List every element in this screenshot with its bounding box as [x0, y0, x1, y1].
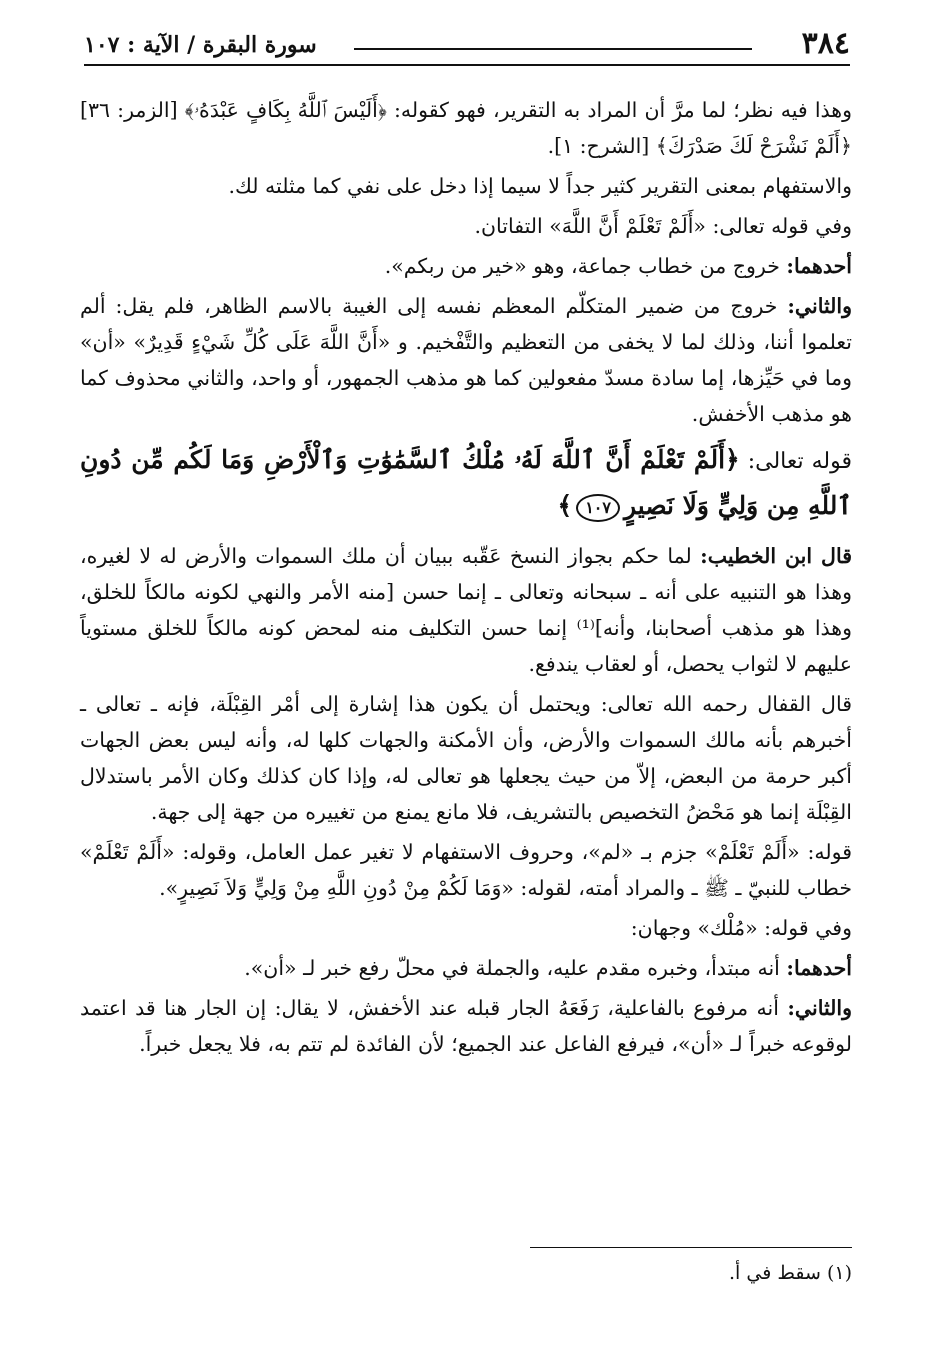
quran-verse-block	[80, 438, 852, 528]
paragraph	[80, 92, 852, 164]
page-number: ٣٨٤	[801, 26, 850, 61]
paragraph-text: خروج من خطاب جماعة، وهو «خير من ربكم».	[384, 254, 787, 278]
quran-verse-text: ﴿أَلَمْ تَعْلَمْ أَنَّ ٱللَّهَ لَهُۥ مُلْكُ ٱلسَّمَٰوَٰتِ وَٱلْأَرْضِ وَمَا لَكُم مِّن دُونِ ٱللَّهِ مِن وَلِيٍّ وَلَا نَصِيرٍ	[80, 445, 852, 520]
paragraph	[80, 990, 852, 1062]
paragraph	[80, 950, 852, 986]
page-header	[84, 24, 850, 66]
paragraph-lead: قال ابن الخطيب:	[700, 544, 852, 568]
footnote-divider	[530, 1247, 852, 1248]
paragraph	[80, 538, 852, 682]
paragraph-text: وفي قوله: «مُلْك» وجهان:	[630, 916, 852, 940]
paragraph-lead: والثاني:	[787, 996, 852, 1020]
paragraph-text: لما حكم بجواز النسخ عَقّبه ببيان أن ملك السموات والأرض له لا لغيره، وهذا هو التنبيه على أنه ـ سبحانه وتعالى ـ إنما حسن [منه الأمر والنهي لكونه مالكاً للخلق، وهذا هو مذهب أصحابنا، وأنه]⁽¹⁾ إنما حسن التكليف منه لمحض كونه مالكاً للخلق مستوياً عليهم لا لثواب يحصل، أو لعقاب يندفع.	[80, 544, 852, 676]
header-divider	[354, 48, 752, 50]
paragraph	[80, 168, 852, 204]
paragraph	[80, 288, 852, 432]
paragraph-lead: أحدهما:	[786, 956, 852, 980]
paragraph-text: والاستفهام بمعنى التقرير كثير جداً لا سيما إذا دخل على نفي كما مثلته لك.	[228, 174, 852, 198]
paragraph	[80, 834, 852, 906]
page-body	[80, 92, 852, 1066]
paragraph	[80, 686, 852, 830]
footnote: (١) سقط في أ.	[729, 1262, 852, 1284]
paragraph-text: وفي قوله تعالى: «أَلَمْ تَعْلَمْ أَنَّ اللَّهَ» التفاتان.	[474, 214, 852, 238]
paragraph-text: أنه مبتدأ، وخبره مقدم عليه، والجملة في محلّ رفع خبر لـ «أن».	[244, 956, 787, 980]
paragraph	[80, 910, 852, 946]
paragraph-text: قال القفال رحمه الله تعالى: ويحتمل أن يكون هذا إشارة إلى أمْر القِبْلَة، فإنه ـ تعالى ـ أخبرهم بأنه مالك السموات والأرض، وأن الأمكنة والجهات كلها له، وأنه ليس بعض الجهات أكبر حرمة من البعض، إلاّ من حيث يجعلها هو تعالى له، وإذا كان كذلك وكان الأمر باستدلال القِبْلَة إنما هو مَحْضُ التخصيص بالتشريف، فلا مانع يمنع من تغييره من جهة إلى جهة.	[80, 692, 852, 824]
paragraph	[80, 248, 852, 284]
paragraph-text: خروج من ضمير المتكلّم المعظم نفسه إلى الغيبة بالاسم الظاهر، فلم يقل: ألم تعلموا أننا، وذلك لما لا يخفى من التعظيم والتَّفْخيم. و «أَنَّ اللَّهَ عَلَى كُلِّ شَيْءٍ قَدِيرٌ» «أن» وما في حَيِّزها، إما سادة مسدّ مفعولين كما هو مذهب الجمهور، أو واحد، والثاني محذوف كما هو مذهب الأخفش.	[80, 294, 852, 426]
paragraph-text: وهذا فيه نظر؛ لما مرَّ أن المراد به التقرير، فهو كقوله: ﴿أَلَيْسَ ٱللَّهُ بِكَافٍ عَبْدَهُۥ﴾ [الزمر: ٣٦] ﴿أَلَمْ نَشْرَحْ لَكَ صَدْرَكَ﴾ [الشرح: ١].	[80, 98, 852, 158]
paragraph-text: أنه مرفوع بالفاعلية، رَفَعَهُ الجار قبله عند الأخفش، لا يقال: إن الجار هنا قد اعتمد لوقوعه خبراً لـ «أن»، فيرفع الفاعل عند الجميع؛ لأن الفائدة لم تتم به، فلا يجعل خبراً.	[80, 996, 852, 1056]
verse-number-marker: ١٠٧	[576, 494, 620, 522]
paragraph-text: قوله: «أَلَمْ تَعْلَمْ» جزم بـ «لم»، وحروف الاستفهام لا تغير عمل العامل، وقوله: «أَلَمْ تَعْلَمْ» خطاب للنبيّ ـ ﷺ ـ والمراد أمته، لقوله: «وَمَا لَكُمْ مِنْ دُونِ اللَّهِ مِنْ وَلِيٍّ وَلاَ نَصِيرٍ».	[80, 840, 852, 900]
running-title: سورة البقرة / الآية : ١٠٧	[84, 32, 317, 58]
paragraph	[80, 208, 852, 244]
paragraph-lead: والثاني:	[787, 294, 852, 318]
verse-intro: قوله تعالى:	[739, 449, 852, 474]
quran-verse-close: ﴾	[557, 491, 573, 520]
paragraph-lead: أحدهما:	[786, 254, 852, 278]
